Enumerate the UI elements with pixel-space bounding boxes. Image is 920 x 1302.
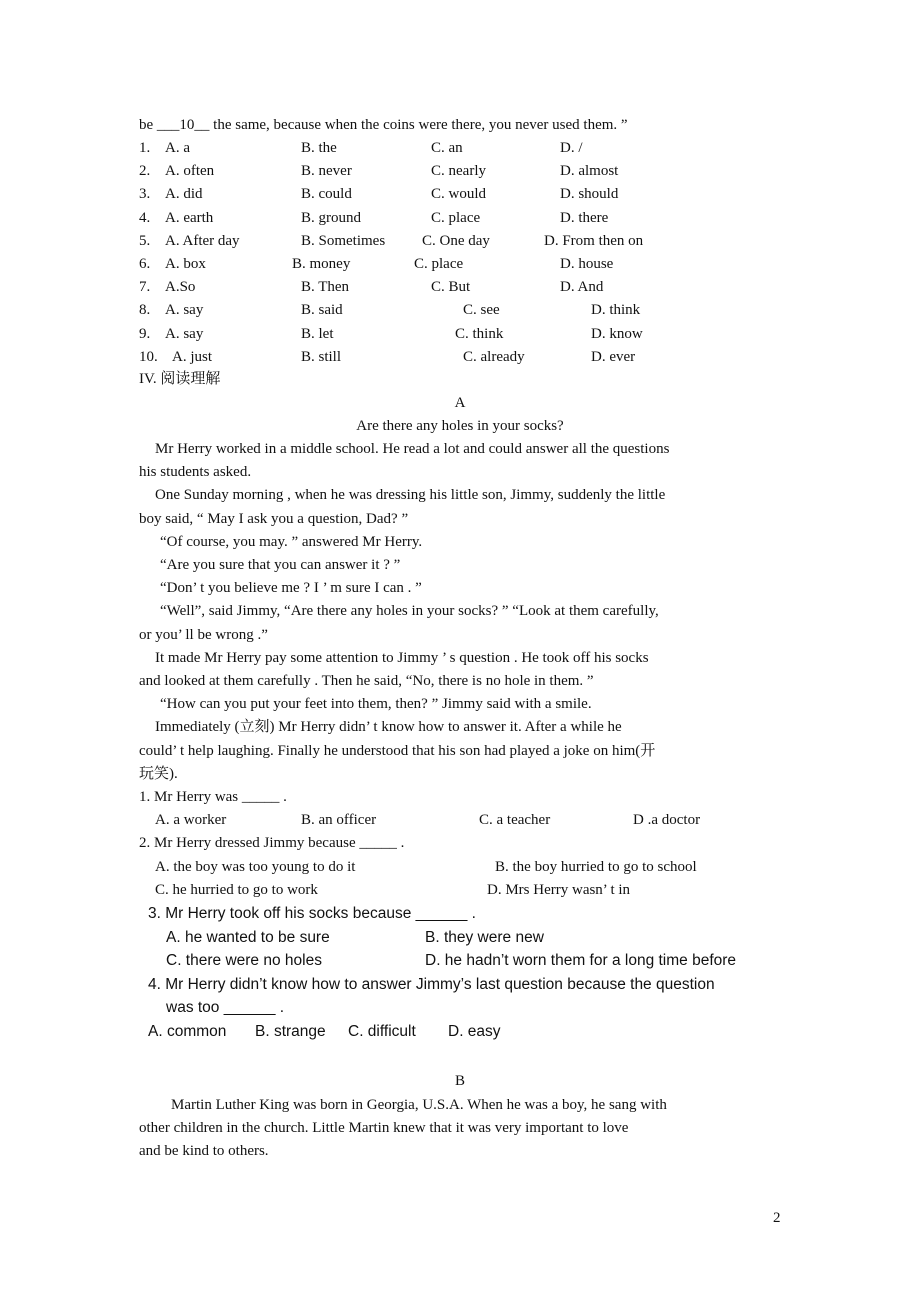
passage-a-line: 玩笑). <box>139 765 178 782</box>
cloze-option-d: D. house <box>560 256 614 272</box>
passage-b-line: Martin Luther King was born in Georgia, U.S.A. When he was a boy, he sang with <box>171 1097 667 1113</box>
cloze-option-a: A. did <box>165 186 203 203</box>
cloze-item-number: 1. <box>139 140 151 156</box>
cloze-option-b: B. never <box>301 163 352 180</box>
cloze-intro-line: be ___10__ the same, because when the coins were there, you never used them. ” <box>139 117 628 133</box>
q4-option-c: C. difficult <box>348 1023 416 1040</box>
question-1-stem: 1. Mr Herry was _____ . <box>139 789 287 805</box>
cloze-option-b: B. Sometimes <box>301 232 386 249</box>
cloze-option-a: A. earth <box>165 209 214 226</box>
cloze-item-number: 5. <box>139 232 151 249</box>
cloze-option-a: A. After day <box>165 232 240 249</box>
cloze-option-b: B. still <box>301 348 342 365</box>
page-number: 2 <box>773 1210 781 1226</box>
q4-option-a: A. common <box>148 1023 227 1040</box>
passage-a-label: A <box>454 395 466 411</box>
cloze-option-a: A. box <box>165 256 206 272</box>
q1-option-a: A. a worker <box>155 812 227 828</box>
cloze-item-number: 10. <box>139 348 158 365</box>
cloze-option-c: C. But <box>431 279 471 296</box>
cloze-option-c: C. place <box>414 256 464 272</box>
cloze-option-c: C. would <box>431 186 487 203</box>
passage-b-label: B <box>454 1073 465 1089</box>
cloze-option-b: B. money <box>292 256 351 272</box>
cloze-option-d: D. And <box>560 279 604 296</box>
passage-a-line: “Don’ t you believe me ? I ’ m sure I can . ” <box>160 580 422 597</box>
cloze-item-number: 9. <box>139 325 151 342</box>
cloze-option-b: B. ground <box>301 209 361 226</box>
cloze-option-c: C. think <box>455 325 504 342</box>
passage-a-line: It made Mr Herry pay some attention to Jimmy ’ s question . He took off his socks <box>155 649 649 666</box>
q4-option-d: D. easy <box>448 1023 501 1040</box>
cloze-option-a: A. just <box>172 348 213 365</box>
q3-option-a: A. he wanted to be sure <box>166 929 330 946</box>
cloze-option-d: D. think <box>591 302 641 319</box>
cloze-option-b: B. could <box>301 186 352 203</box>
passage-a-line: could’ t help laughing. Finally he understood that his son had played a joke on him(开 <box>139 742 656 759</box>
q2-option-d: D. Mrs Herry wasn’ t in <box>487 882 631 898</box>
passage-a-line: “Well”, said Jimmy, “Are there any holes in your socks? ” “Look at them carefully, <box>160 603 659 620</box>
cloze-option-b: B. the <box>301 140 337 156</box>
q3-option-d: D. he hadn’t worn them for a long time before <box>425 952 737 969</box>
q4-option-b: B. strange <box>255 1023 326 1040</box>
cloze-option-a: A. say <box>165 302 204 319</box>
q1-option-c: C. a teacher <box>479 812 551 828</box>
q3-option-c: C. there were no holes <box>166 952 322 969</box>
passage-b-line: and be kind to others. <box>139 1143 269 1160</box>
cloze-option-c: C. see <box>463 302 500 319</box>
cloze-option-d: D. almost <box>560 163 619 180</box>
cloze-item-number: 7. <box>139 279 151 296</box>
cloze-option-c: C. already <box>463 348 525 365</box>
passage-a-title: Are there any holes in your socks? <box>356 418 564 434</box>
question-4-stem: 4. Mr Herry didn’t know how to answer Jimmy’s last question because the question <box>148 976 715 993</box>
question-4-stem-cont: was too ______ . <box>166 999 285 1016</box>
cloze-option-b: B. said <box>301 302 343 319</box>
cloze-option-c: C. nearly <box>431 163 486 180</box>
passage-a-line: boy said, “ May I ask you a question, Dad? ” <box>139 510 409 527</box>
cloze-item-number: 4. <box>139 209 151 226</box>
section-heading: IV. 阅读理解 <box>139 371 221 387</box>
cloze-item-number: 3. <box>139 186 151 203</box>
q1-option-d: D .a doctor <box>633 812 701 828</box>
cloze-option-a: A. often <box>165 163 215 180</box>
q2-option-b: B. the boy hurried to go to school <box>495 859 697 875</box>
cloze-item-number: 8. <box>139 302 151 319</box>
passage-a-line: his students asked. <box>139 464 252 481</box>
passage-a-line: One Sunday morning , when he was dressing his little son, Jimmy, suddenly the little <box>155 487 666 504</box>
cloze-option-b: B. Then <box>301 279 350 296</box>
cloze-option-d: D. ever <box>591 348 636 365</box>
cloze-option-a: A.So <box>165 279 196 296</box>
passage-a-line: “Of course, you may. ” answered Mr Herry. <box>160 533 423 550</box>
cloze-option-d: D. there <box>560 209 609 226</box>
question-2-stem: 2. Mr Herry dressed Jimmy because _____ . <box>139 835 405 851</box>
cloze-item-number: 2. <box>139 163 151 180</box>
passage-b-line: other children in the church. Little Martin knew that it was very important to love <box>139 1120 629 1137</box>
cloze-option-a: A. a <box>165 140 190 156</box>
passage-a-line: Mr Herry worked in a middle school. He read a lot and could answer all the questions <box>155 441 670 457</box>
cloze-option-b: B. let <box>301 325 334 342</box>
passage-a-line: “How can you put your feet into them, then? ” Jimmy said with a smile. <box>160 696 592 713</box>
cloze-option-c: C. place <box>431 209 481 226</box>
passage-a-line: or you’ ll be wrong .” <box>139 626 268 643</box>
question-3-stem: 3. Mr Herry took off his socks because ______ . <box>148 905 476 922</box>
cloze-option-d: D. should <box>560 186 619 203</box>
cloze-option-c: C. an <box>431 140 463 156</box>
passage-a-line: “Are you sure that you can answer it ? ” <box>160 557 401 573</box>
cloze-option-d: D. From then on <box>544 232 644 249</box>
q3-option-b: B. they were new <box>425 929 544 946</box>
passage-a-line: Immediately (立刻) Mr Herry didn’ t know how to answer it. After a while he <box>155 719 622 736</box>
cloze-option-d: D. know <box>591 325 643 342</box>
cloze-item-number: 6. <box>139 256 151 272</box>
q2-option-a: A. the boy was too young to do it <box>155 859 356 875</box>
q1-option-b: B. an officer <box>301 812 377 828</box>
cloze-option-a: A. say <box>165 325 204 342</box>
q2-option-c: C. he hurried to go to work <box>155 882 318 898</box>
cloze-option-d: D. / <box>560 140 583 156</box>
cloze-option-c: C. One day <box>422 232 490 249</box>
passage-a-line: and looked at them carefully . Then he said, “No, there is no hole in them. ” <box>139 673 594 689</box>
